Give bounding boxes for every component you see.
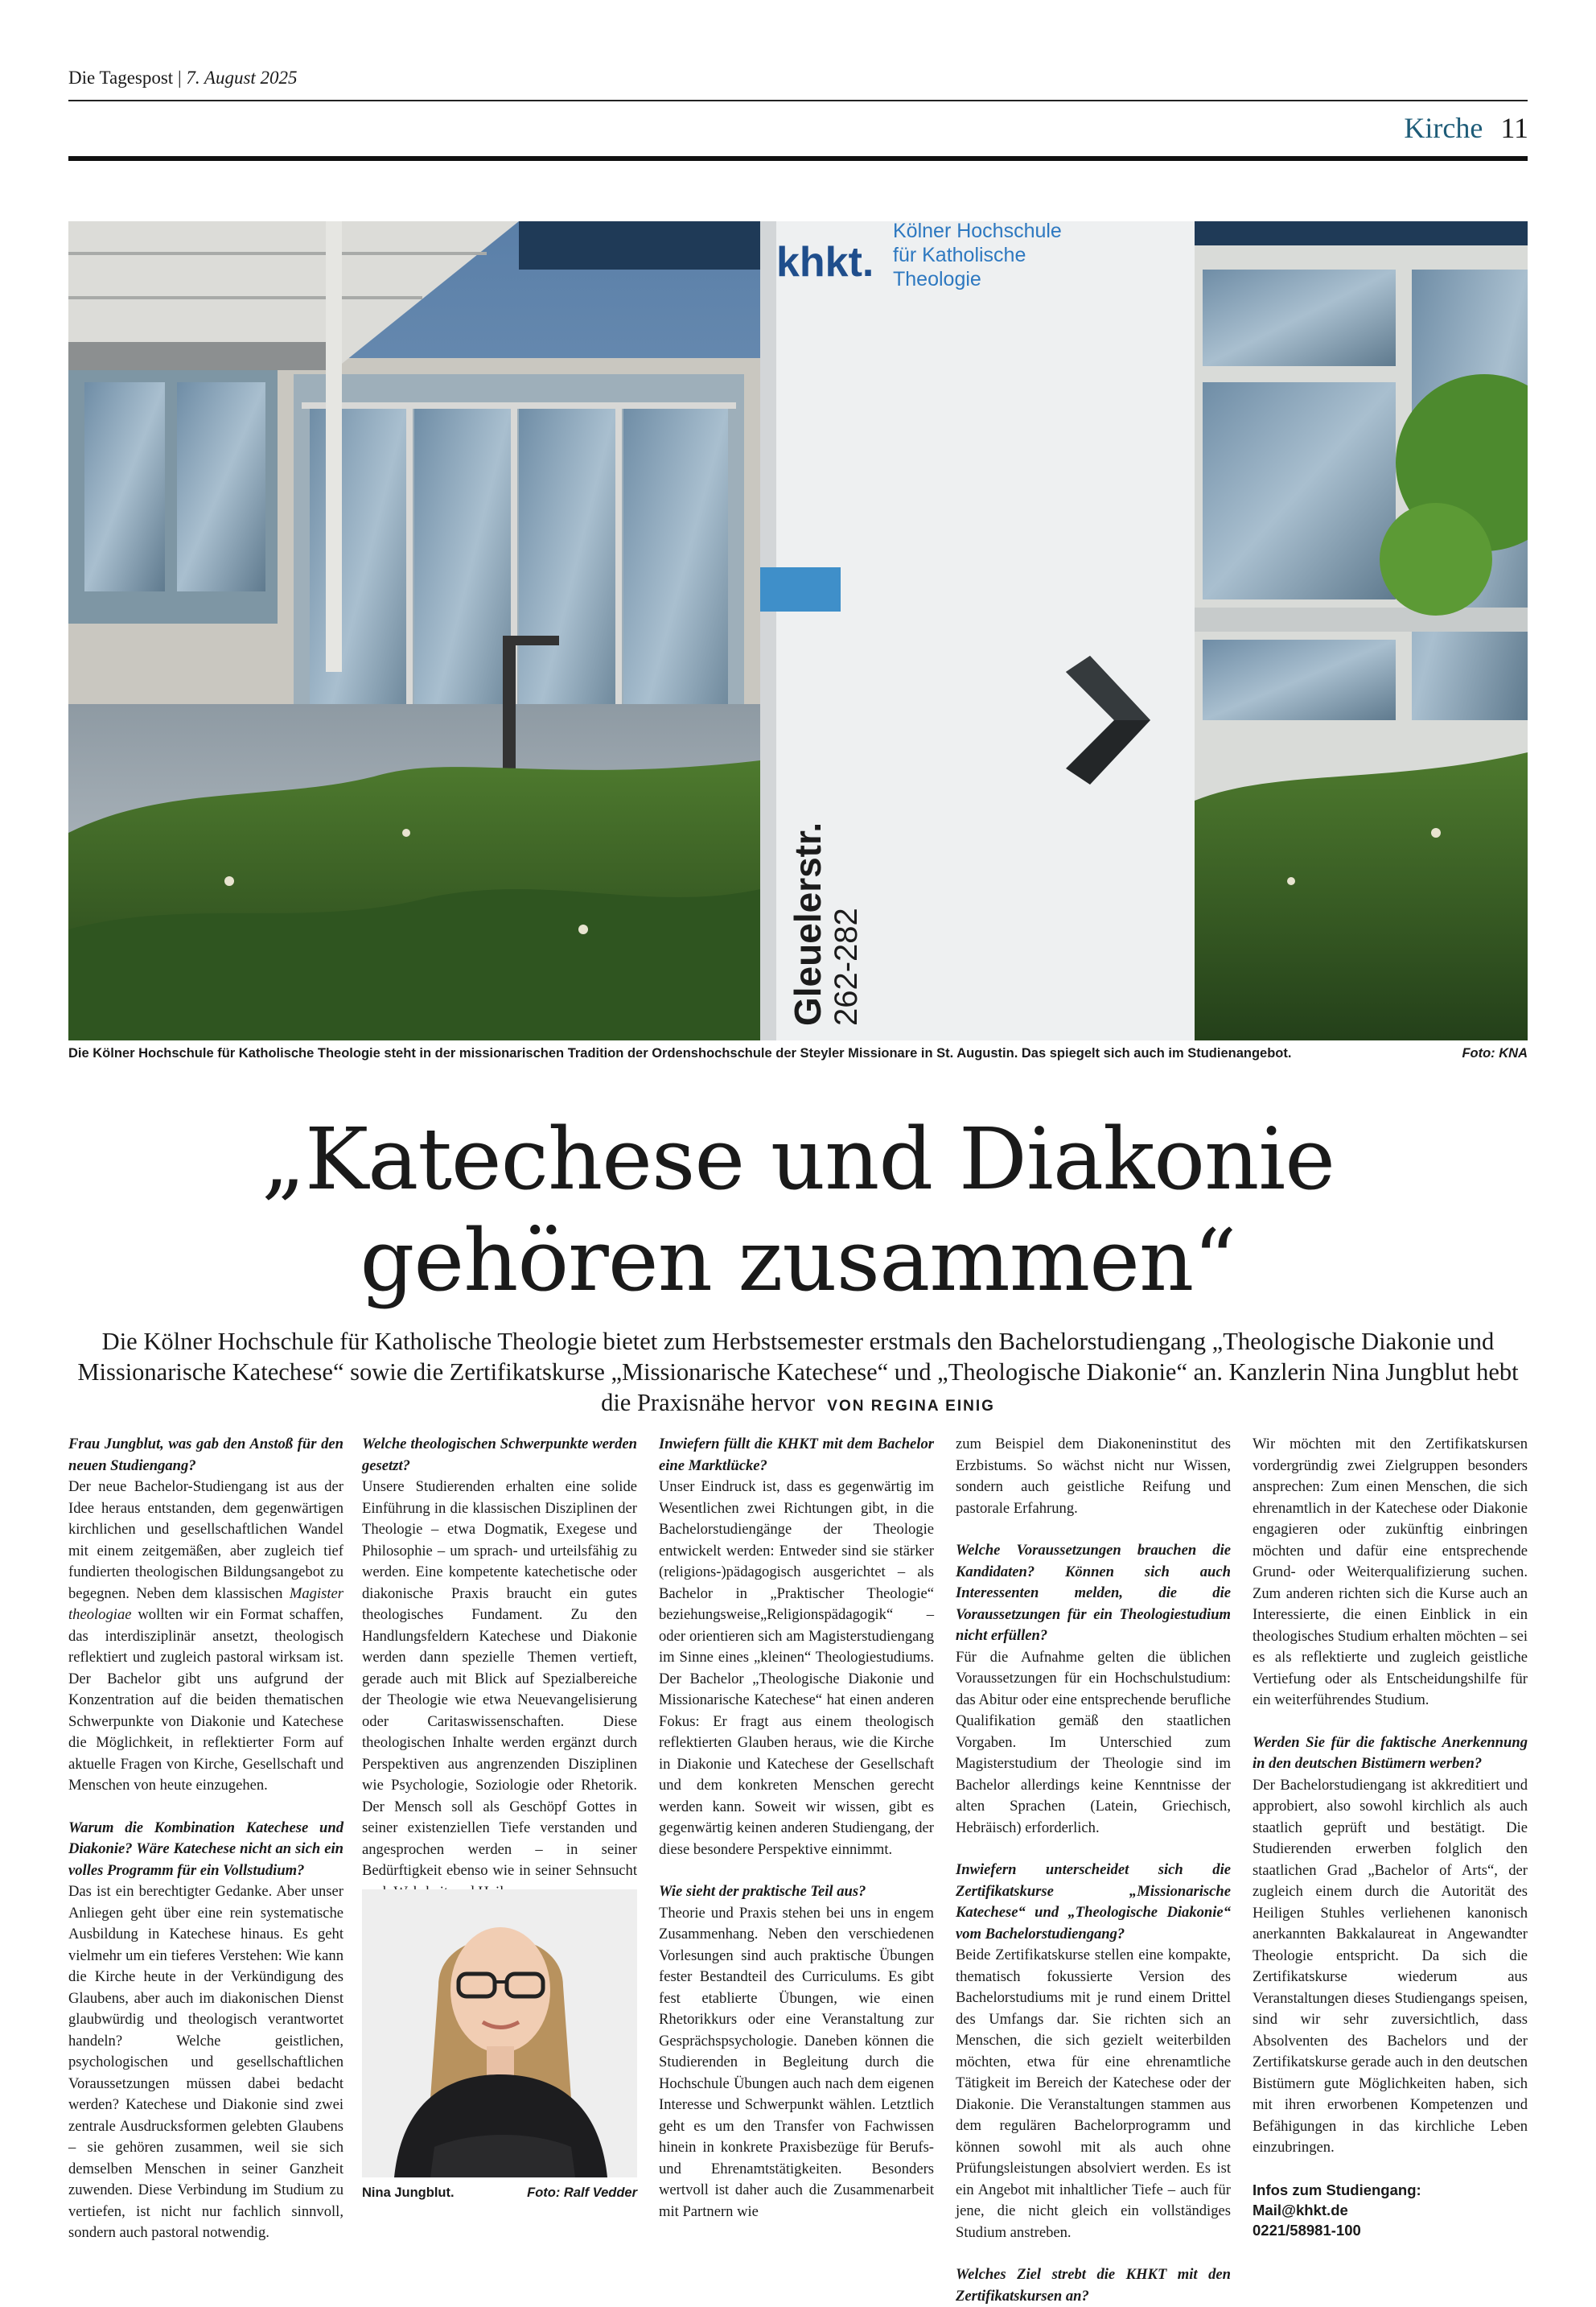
- interview-answer: Theorie und Praxis stehen bei uns in engem Zusammenhang. Neben den verschiedenen Vorlesungen sind auch praktische Übungen fester Bestandteil des Curriculums. Es gibt fest etablierte Übungen, wie einen Rhetorikkurs oder eine Veranstaltung zur Gesprächspsychologie. Daneben können die Studierenden in Begleitung durch die Hochschule Übungen auch nach dem eigenen Interesse und Schwerpunkt wählen. Letztlich geht es um den Transfer von Fachwissen hinein in konkrete Praxisbezüge für Berufs- und Ehrenamtstätigkeiten. Besonders wertvoll ist daher auch die Zusammenarbeit mit Partnern wie: [659, 1904, 934, 2220]
- sign-name-line-2: für Katholische: [893, 244, 1026, 266]
- interview-answer: zum Beispiel dem Diakoneninstitut des Erzbistums. So wächst nicht nur Wissen, sondern auch geistliche Reifung und pastorale Erfahrung.: [956, 1436, 1231, 1517]
- info-box: [1253, 2180, 1528, 2240]
- sign-name-line-3: Theologie: [893, 268, 981, 290]
- lead-paragraph: [68, 1326, 1528, 1422]
- interview-question: Welche theologischen Schwerpunkte werden gesetzt?: [362, 1436, 637, 1474]
- article-column-2: [362, 1434, 637, 1903]
- article-column-4: [956, 1434, 1231, 2307]
- lead-text: Die Kölner Hochschule für Katholische Theologie bietet zum Herbstsemester erstmals den Bachelorstudiengang „Theologische Diakonie und Missionarische Katechese“ sowie die Zertifikatskurse „Missionarische Katechese“ und „Theologische Diakonie“ an. Kanzlerin Nina Jungblut hebt die Praxisnähe hervor: [77, 1328, 1519, 1416]
- interview-answer: Das ist ein berechtigter Gedanke. Aber unser Anliegen geht über eine rein systematische Ausbildung in Katechese hinaus. Es geht vielmehr um ein tieferes Verstehen: Wie kann die Kirche heute in der Verkündigung des Glaubens, aber auch im diakonischen Dienst glaubwürdig und theologisch verantwortet handeln? Welche geistlichen, psychologischen und gesellschaftlichen Voraussetzungen müssen dabei bedacht werden? Katechese und Diakonie sind zwei zentrale Ausdrucksformen gelebten Glaubens – sie gehören zusammen, weil sie sich demselben Menschen in seiner Ganzheit zuwenden. Diese Verbindung im Studium zu vertiefen, ist nicht nur fachlich sinnvoll, sondern auch pastoral notwendig.: [68, 1883, 343, 2241]
- interview-question: Welche Voraussetzungen brauchen die Kandidaten? Können sich auch Interessenten melden, die die Voraussetzungen für ein Theologiestudium nicht erfüllen?: [956, 1542, 1231, 1644]
- masthead-rule: [68, 100, 1528, 101]
- interview-answer: Für die Aufnahme gelten die üblichen Voraussetzungen für ein Hochschulstudium: das Abitur oder eine entsprechende berufliche Qualifikation gemäß den staatlichen Vorgaben. Im Unterschied zum Magisterstudium der Theologie sind im Bachelor allerdings keine Kenntnisse der alten Sprachen (Latein, Griechisch, Hebräisch) erforderlich.: [956, 1648, 1231, 1836]
- emphasis-magister: Magister theologiae: [68, 1584, 343, 1623]
- section-header: [1287, 111, 1528, 145]
- info-phone: 0221/58981-100: [1253, 2221, 1361, 2239]
- interview-answer: Der neue Bachelor-Studiengang ist aus der Idee heraus entstanden, dem gegenwärtigen kirchlichen und gesellschaftlichen Wandel mit einem zeitgemäßen, aber zugleich tief fundierten theologischen Bildungsangebot zu begegnen. Neben dem klassischen Magister theologiae wollten wir ein Format schaffen, das interdisziplinär ansetzt, theologisch reflektiert und zugleich pastoral wirksam ist. Der Bachelor gibt uns aufgrund der Konzentration auf die beiden thematischen Schwerpunkte von Diakonie und Katechese die Möglichkeit, in reflektierter Form auf aktuelle Fragen von Kirche, Gesellschaft und Menschen von heute einzugehen.: [68, 1478, 343, 1794]
- sign-street: Gleuelerstr.: [787, 822, 829, 1026]
- article-column-1: [68, 1434, 343, 2244]
- article-column-3: [659, 1434, 934, 2223]
- masthead: [68, 68, 298, 89]
- paper-name: Die Tagespost: [68, 68, 174, 88]
- interview-answer: Beide Zertifikatskurse stellen eine kompakte, thematisch fokussierte Version des Bachelorstudiums mit je rund einem Drittel des Umfangs dar. Sie richten sich an Menschen, die sich gezielt weiterbilden möchten, etwa für eine ehrenamtliche Tätigkeit im Bereich der Katechese oder der Diakonie. Die Veranstaltungen stammen aus dem regulären Bachelorprogramm und können sowohl mit als auch ohne Prüfungsleistungen absolviert werden. Es ist ein Angebot mit inhaltlicher Tiefe – auch für jene, die nicht gleich ein vollständiges Studium anstreben.: [956, 1947, 1231, 2241]
- interview-answer: Wir möchten mit den Zertifikatskursen vordergründig zwei Zielgruppen besonders ansprechen: Zum einen Menschen, die sich ehrenamtlich in der Katechese oder Diakonie engagieren oder zukünftig einbringen möchten und dafür eine entsprechende Grund- oder Weiterqualifizierung suchen. Zum anderen richten sich die Kurse auch an Interessierte, die einen Einblick in ein theologisches Studium erhalten möchten – sei es als reflektierte und zugleich geistliche Vertiefung oder als Entscheidungshilfe für ein weiterführendes Studium.: [1253, 1436, 1528, 1708]
- interview-question: Welches Ziel strebt die KHKT mit den Zertifikatskursen an?: [956, 2266, 1231, 2305]
- interview-question: Frau Jungblut, was gab den Anstoß für den neuen Studiengang?: [68, 1436, 343, 1474]
- interview-question: Inwiefern unterscheidet sich die Zertifikatskurse „Missionarische Katechese“ und „Theologische Diakonie“ vom Bachelorstudiengang?: [956, 1861, 1231, 1942]
- photo-caption: Die Kölner Hochschule für Katholische Theologie steht in der missionarischen Tradition der Ordenshochschule der Steyler Missionare in St. Augustin. Das spiegelt sich auch im Studienangebot.: [68, 1046, 1292, 1061]
- interview-question: Inwiefern füllt die KHKT mit dem Bachelor eine Marktlücke?: [659, 1436, 934, 1474]
- interview-question: Warum die Kombination Katechese und Diakonie? Wäre Katechese nicht an sich ein volles Programm für ein Vollstudium?: [68, 1819, 343, 1879]
- headline-line-2: gehören zusammen“: [360, 1211, 1236, 1310]
- section-name: Kirche: [1404, 112, 1483, 144]
- sign-name-line-1: Kölner Hochschule: [893, 221, 1062, 242]
- interview-question: Wie sieht der praktische Teil aus?: [659, 1883, 866, 1900]
- article-column-5: [1253, 1434, 1528, 2240]
- info-title: Infos zum Studiengang:: [1253, 2181, 1421, 2198]
- interview-answer: Der Bachelorstudiengang ist akkreditiert und approbiert, also sowohl kirchlich als auch staatlich geprüft und bestätigt. Die Studierenden erwerben folglich den staatlichen Grad „Bachelor of Arts“, der zugleich einem durch die Autorität des Heiligen Stuhles verliehenen kanonisch anerkannten Bakkalaureat in Angewandter Theologie entspricht. Da sich die Zertifikatskurse wiederum aus Veranstaltungen dieses Studiengangs speisen, sind wir sehr zuversichtlich, dass Absolventen des Bachelors und der Zertifikatskurse gerade auch in den deutschen Bistümern gute Möglichkeiten haben, sich mit ihren erworbenen Kompetenzen und Befähigungen in das kirchliche Leben einzubringen.: [1253, 1776, 1528, 2156]
- photo-credit: Foto: KNA: [1462, 1046, 1528, 1061]
- portrait-photo: [362, 1889, 637, 2177]
- headline: [68, 1109, 1528, 1312]
- masthead-separator: |: [173, 68, 187, 88]
- info-mail: Mail@khkt.de: [1253, 2201, 1348, 2218]
- issue-date: 7. August 2025: [186, 68, 298, 88]
- main-photo: [68, 221, 1528, 1040]
- interview-question: Werden Sie für die faktische Anerkennung in den deutschen Bistümern werben?: [1253, 1733, 1528, 1772]
- section-rule: [68, 156, 1528, 161]
- headline-line-1: „Katechese und Diakonie: [261, 1110, 1335, 1209]
- page-number: 11: [1500, 112, 1528, 144]
- interview-answer: Unser Eindruck ist, dass es gegenwärtig im Wesentlichen zwei Richtungen gibt, in die Bachelorstudiengänge der Theologie entwickelt werden: Entweder sind sie stärker (religions-)pädagogisch ausgerichtet – als Bachelor in „Praktischer Theologie“ beziehungsweise„Religionspädagogik“ – oder orientieren sich am Magisterstudiengang im Sinne eines „kleinen“ Theologiestudiums. Der Bachelor „Theologische Diakonie und Missionarische Katechese“ hat einen anderen Fokus: Er fragt aus einem theologisch reflektierten Glauben heraus, wie die Kirche in Diakonie und Katechese der Gesellschaft und dem konkreten Menschen gerecht werden kann. Soweit wir wissen, gibt es gegenwärtig keinen anderen Studiengang, der diese besondere Perspektive einnimmt.: [659, 1478, 934, 1858]
- portrait-illustration: [362, 1889, 637, 2177]
- byline: VON REGINA EINIG: [827, 1398, 995, 1415]
- interview-answer: Unsere Studierenden erhalten eine solide Einführung in die klassischen Disziplinen der Theologie – etwa Dogmatik, Exegese und Philosophie – um sprach- und urteilsfähig zu werden. Eine kompetente katechetische oder diakonische Praxis braucht ein gutes theologisches Fundament. Zu den Handlungsfeldern Katechese und Diakonie werden dann spezielle Themen vertieft, gerade auch mit Blick auf Spezialbereiche der Theologie wie etwa Neuevangelisierung oder Caritaswissenschaften. Diese theologischen Inhalte werden ergänzt durch Perspektiven aus angrenzenden Disziplinen wie Psychologie, Soziologie oder Rhetorik. Der Mensch soll als Geschöpf Gottes in seiner existenziellen Tiefe verstanden und angesprochen werden – in seiner Bedürftigkeit ebenso wie in seiner Sehnsucht: [362, 1478, 637, 1879]
- building-entrance-illustration: [68, 221, 1528, 1040]
- sign-number: 262-282: [829, 908, 864, 1026]
- portrait-credit: Foto: Ralf Vedder: [527, 2185, 637, 2200]
- portrait-caption: Nina Jungblut.: [362, 2185, 455, 2200]
- sign-logo: khkt.: [776, 239, 874, 286]
